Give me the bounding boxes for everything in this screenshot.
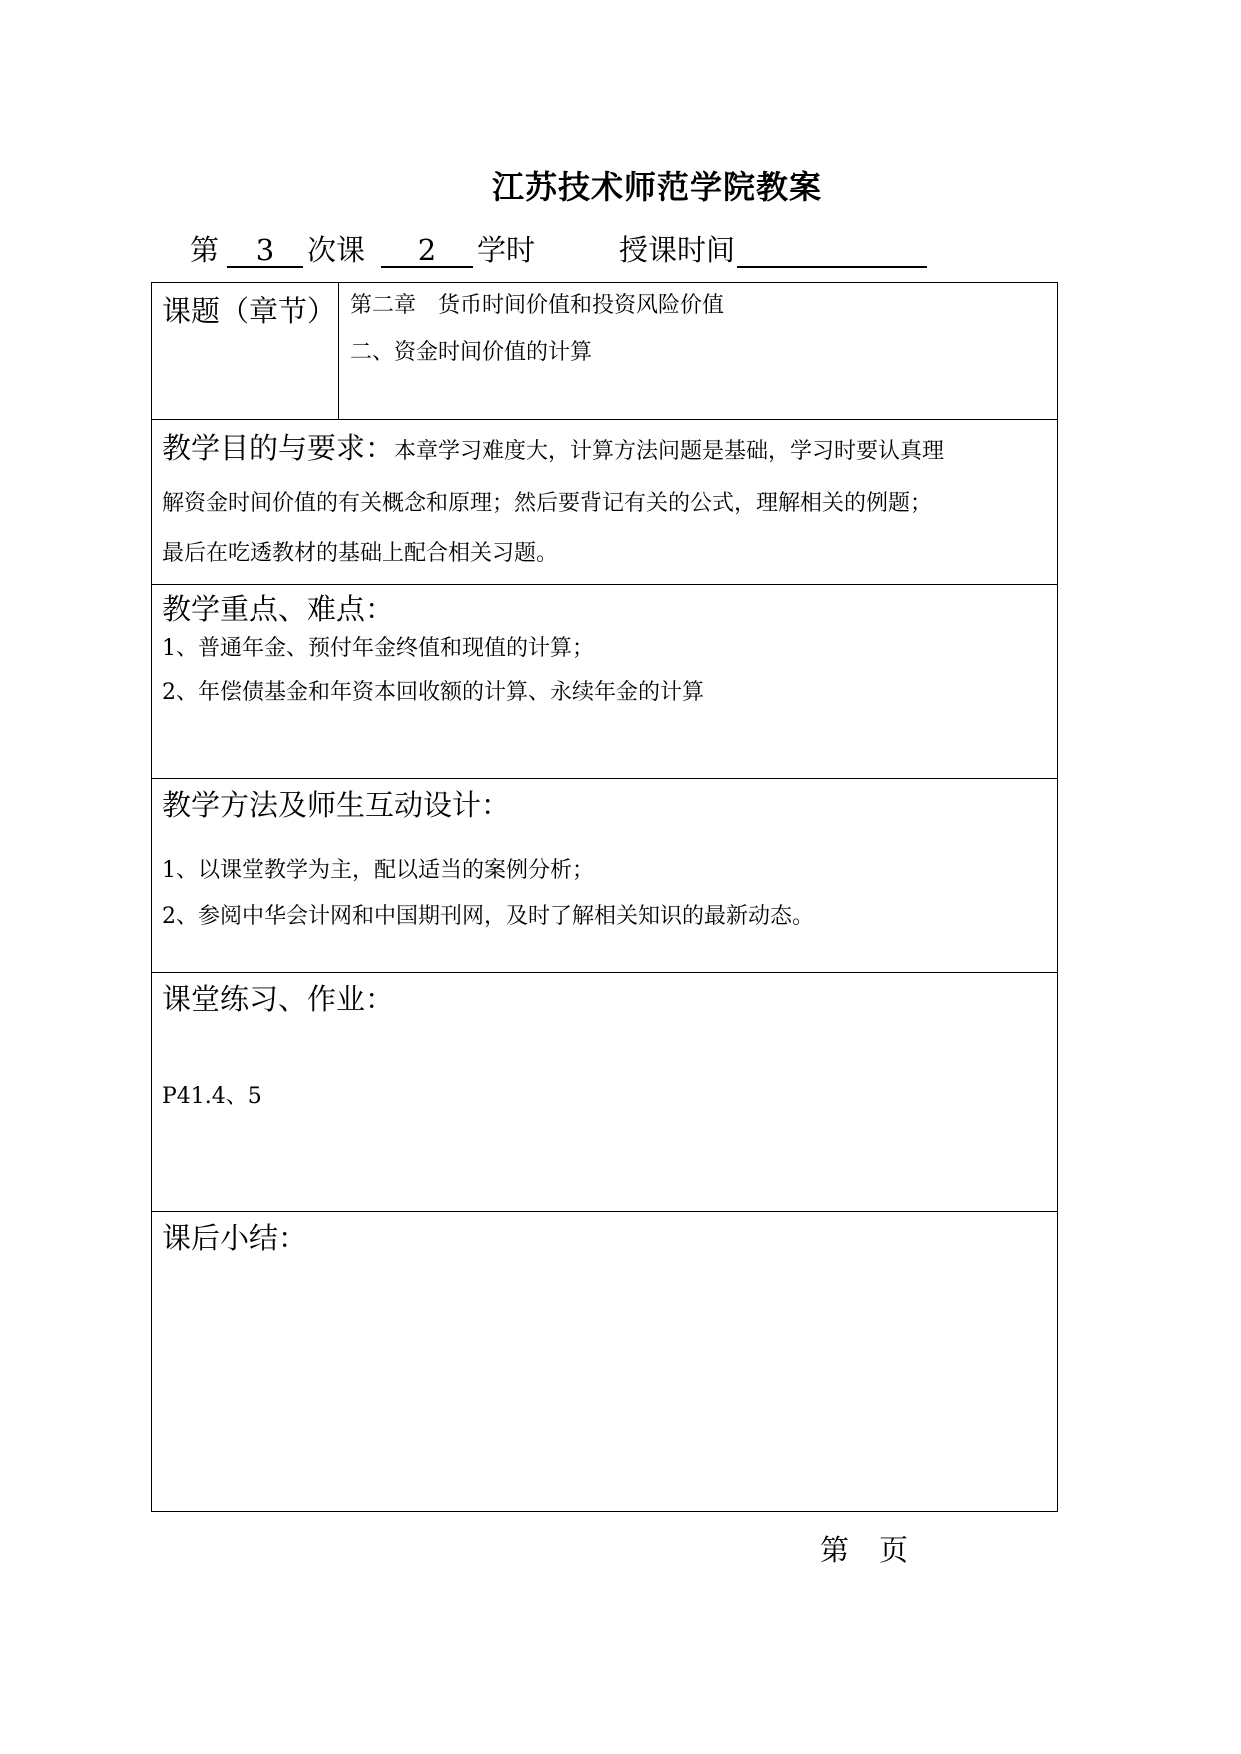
method-item-2: 2、参阅中华会计网和中国期刊网，及时了解相关知识的最新动态。 (162, 904, 814, 929)
objectives-line-1 (162, 426, 944, 467)
topic-line-1: 第二章 货币时间价值和投资风险价值 (350, 293, 725, 318)
document-title: 江苏技术师范学院教案 (491, 168, 822, 206)
methods-label: 教学方法及师生互动设计： (162, 788, 511, 822)
time-label: 授课时间 (619, 233, 736, 267)
topic-label: 课题（章节） (162, 294, 337, 328)
hours-label: 学时 (477, 233, 536, 267)
key-point-item-1: 1、普通年金、预付年金终值和现值的计算； (162, 636, 594, 661)
summary-label: 课后小结： (162, 1221, 308, 1255)
lesson-plan-table (151, 282, 1058, 1512)
summary-row (152, 1212, 1057, 1511)
objectives-row (152, 420, 1057, 585)
lesson-prefix: 第 (190, 233, 220, 267)
exercises-row (152, 973, 1057, 1212)
exercises-label: 课堂练习、作业： (162, 982, 395, 1016)
lesson-info-line (190, 230, 927, 270)
key-points-label: 教学重点、难点： (162, 592, 395, 626)
objectives-text-3: 最后在吃透教材的基础上配合相关习题。 (162, 541, 559, 566)
session-number-field[interactable]: 3 (227, 230, 303, 268)
topic-label-cell (152, 283, 339, 419)
objectives-text-2: 解资金时间价值的有关概念和原理；然后要背记有关的公式，理解相关的例题； (162, 491, 933, 516)
topic-line-2: 二、资金时间价值的计算 (350, 340, 593, 365)
methods-row (152, 779, 1057, 973)
hours-field[interactable]: 2 (381, 230, 473, 268)
time-field[interactable] (737, 230, 927, 268)
page-number-footer (820, 1528, 908, 1569)
key-point-item-2: 2、年偿债基金和年资本回收额的计算、永续年金的计算 (162, 680, 704, 705)
session-label: 次课 (307, 233, 366, 267)
page-prefix: 第 (820, 1533, 850, 1567)
objectives-label: 教学目的与要求： (162, 431, 395, 465)
exercises-content: P41.4、5 (162, 1084, 262, 1109)
key-points-row (152, 585, 1057, 779)
page-suffix: 页 (879, 1533, 909, 1567)
method-item-1: 1、以课堂教学为主，配以适当的案例分析； (162, 858, 594, 883)
topic-row (152, 283, 1057, 420)
objectives-text-1: 本章学习难度大，计算方法问题是基础，学习时要认真理 (394, 439, 945, 464)
